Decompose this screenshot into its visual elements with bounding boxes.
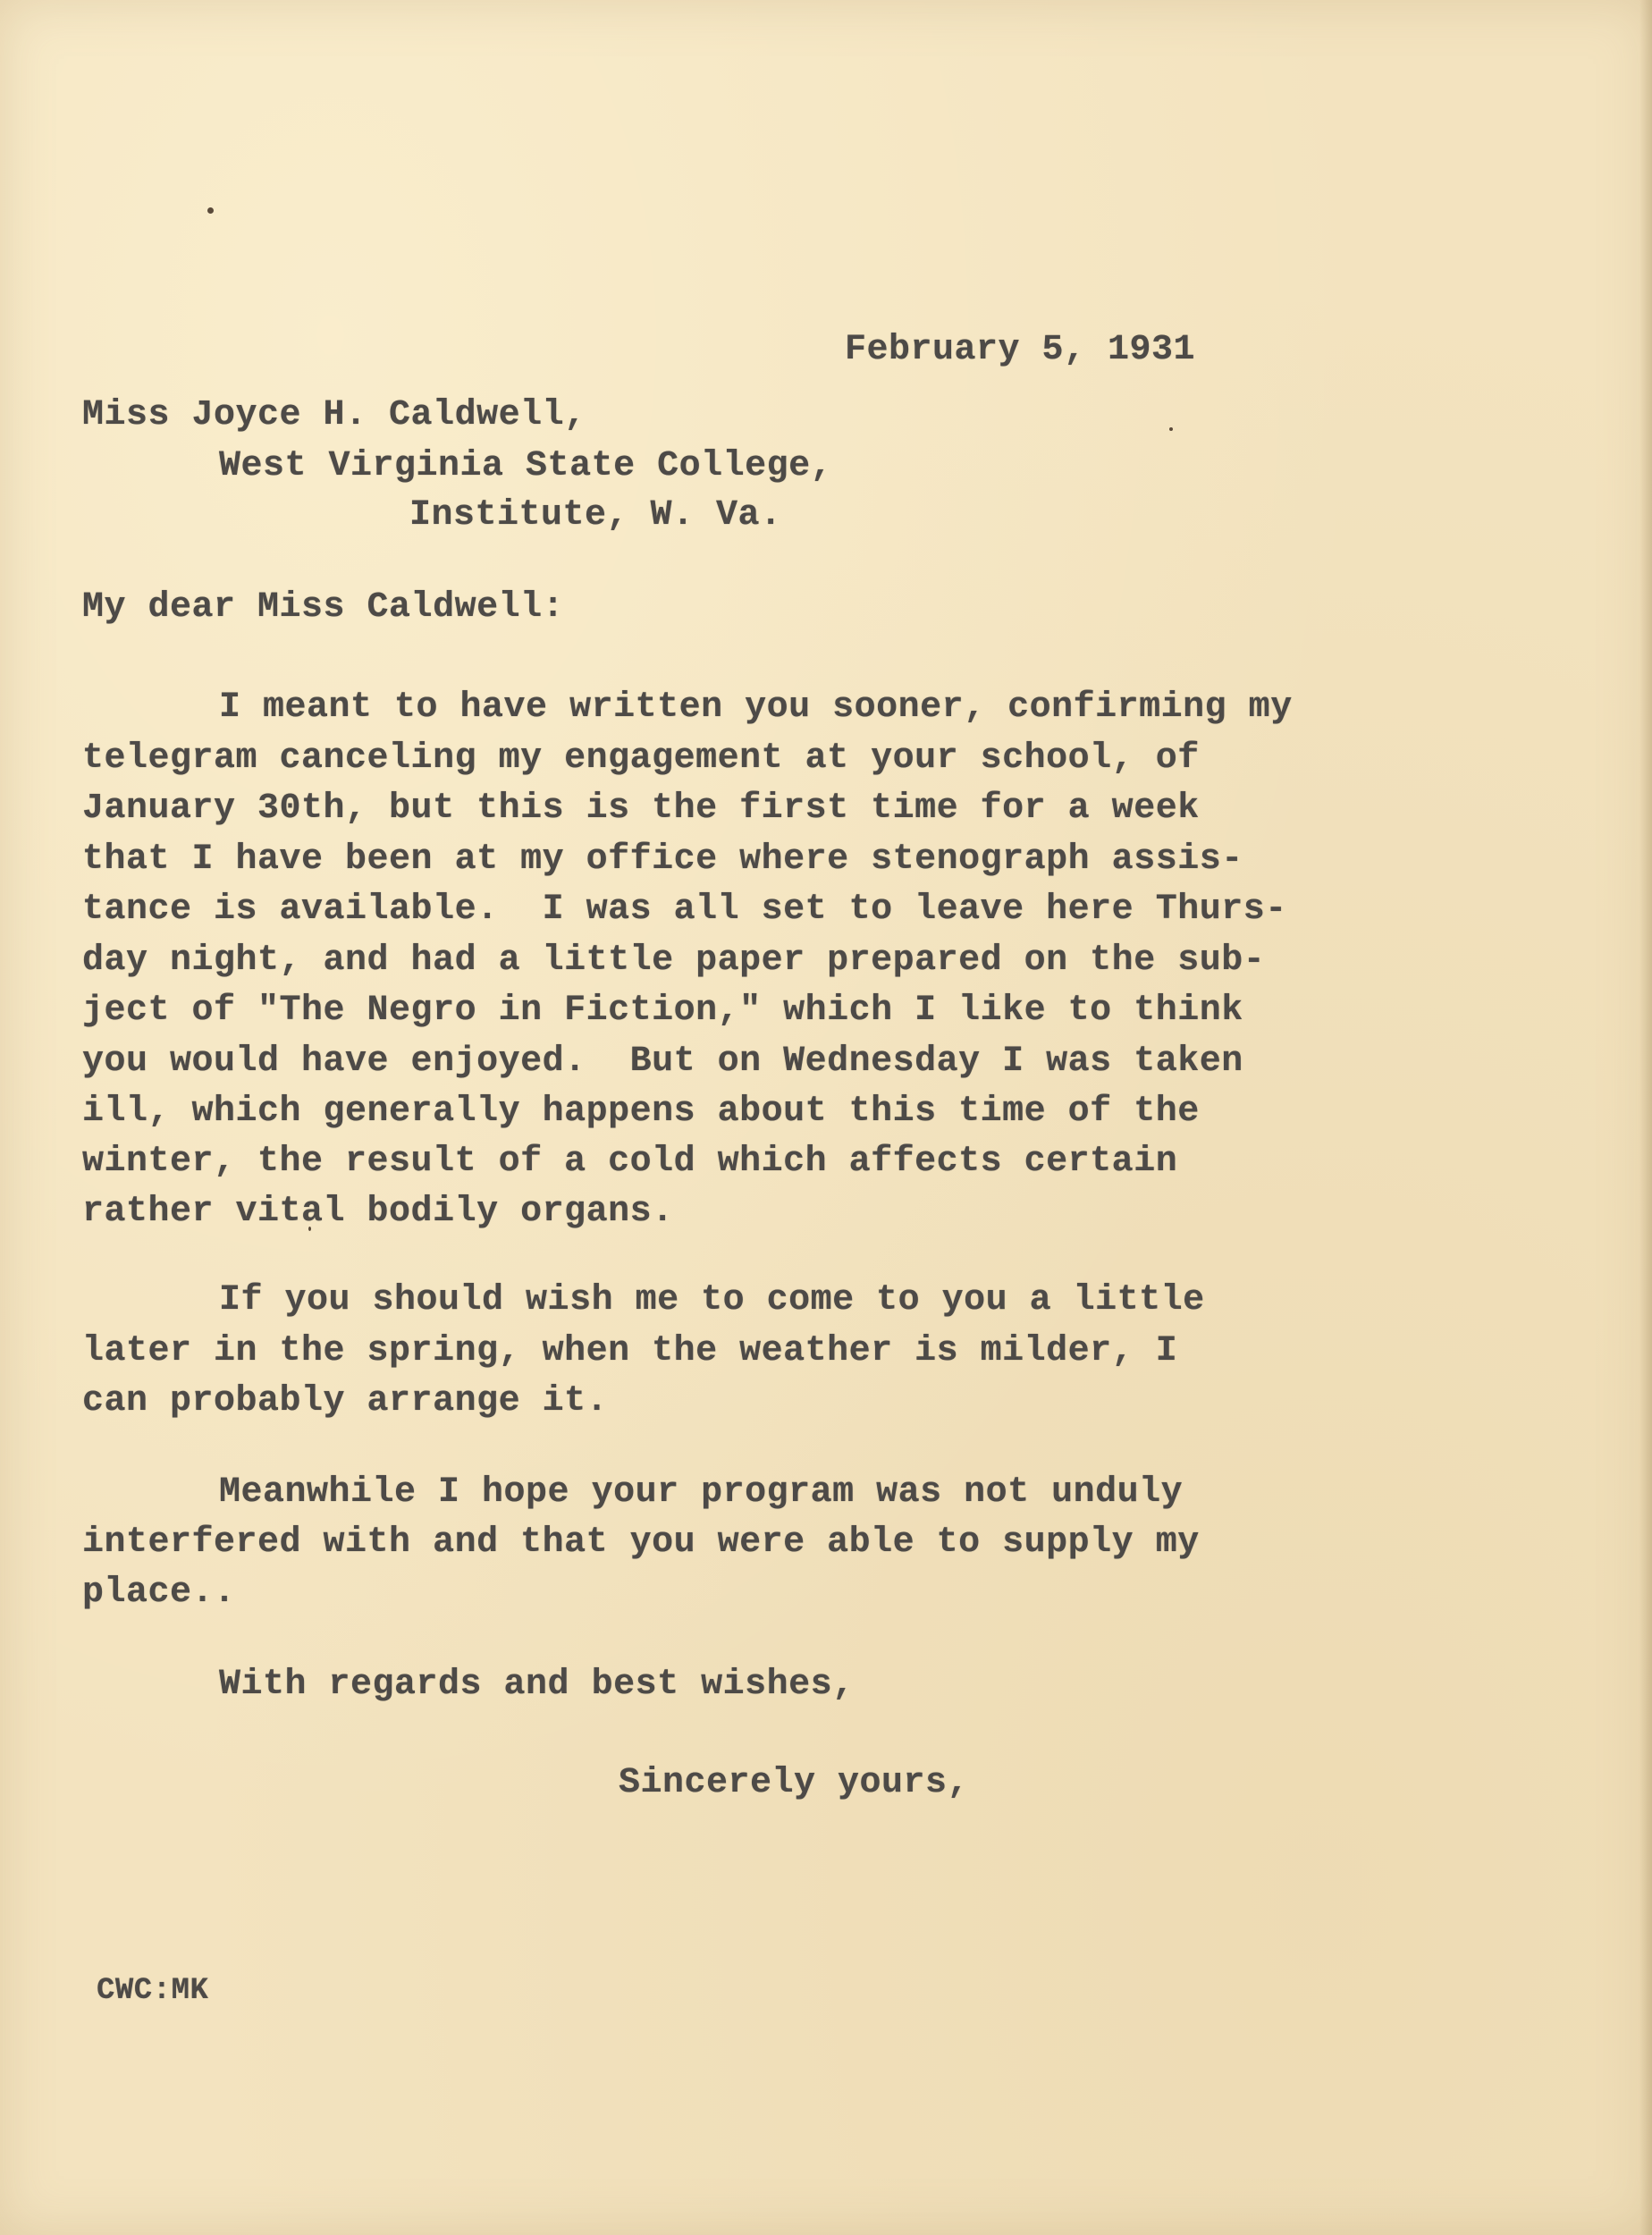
body-line: telegram canceling my engagement at your school, of xyxy=(82,738,1200,779)
body-line: ject of "The Negro in Fiction," which I like to think xyxy=(82,991,1243,1031)
body-line: can probably arrange it. xyxy=(82,1381,609,1421)
body-line: interfered with and that you were able to supply my xyxy=(82,1522,1200,1563)
salutation: My dear Miss Caldwell: xyxy=(82,587,565,628)
body-line: you would have enjoyed. But on Wednesday I was taken xyxy=(82,1042,1243,1082)
body-line: winter, the result of a cold which affects certain xyxy=(82,1142,1178,1182)
body-line: that I have been at my office where stenograph assis- xyxy=(82,839,1243,880)
body-line: ill, which generally happens about this time of the xyxy=(82,1092,1200,1132)
closing-line: With regards and best wishes, xyxy=(219,1665,855,1705)
body-line: later in the spring, when the weather is milder, I xyxy=(82,1331,1178,1371)
paper-edge-shadow xyxy=(1639,0,1652,2235)
body-line: rather vital bodily organs. xyxy=(82,1192,674,1232)
paper-speck xyxy=(1169,427,1173,431)
body-line: If you should wish me to come to you a little xyxy=(219,1280,1205,1320)
body-line: place.. xyxy=(82,1573,236,1613)
body-line: I meant to have written you sooner, confirming my xyxy=(219,687,1293,728)
letter-date: February 5, 1931 xyxy=(845,330,1196,370)
typist-initials: CWC:MK xyxy=(97,1974,209,2008)
body-line: day night, and had a little paper prepared on the sub- xyxy=(82,940,1266,981)
body-line: tance is available. I was all set to leave here Thurs- xyxy=(82,890,1287,930)
body-line: January 30th, but this is the first time for a week xyxy=(82,789,1200,829)
recipient-city: Institute, W. Va. xyxy=(409,495,782,536)
recipient-name: Miss Joyce H. Caldwell, xyxy=(82,395,586,435)
paper-speck xyxy=(207,207,214,214)
signoff: Sincerely yours, xyxy=(619,1763,970,1803)
body-line: Meanwhile I hope your program was not unduly xyxy=(219,1472,1184,1513)
recipient-institution: West Virginia State College, xyxy=(219,446,833,486)
